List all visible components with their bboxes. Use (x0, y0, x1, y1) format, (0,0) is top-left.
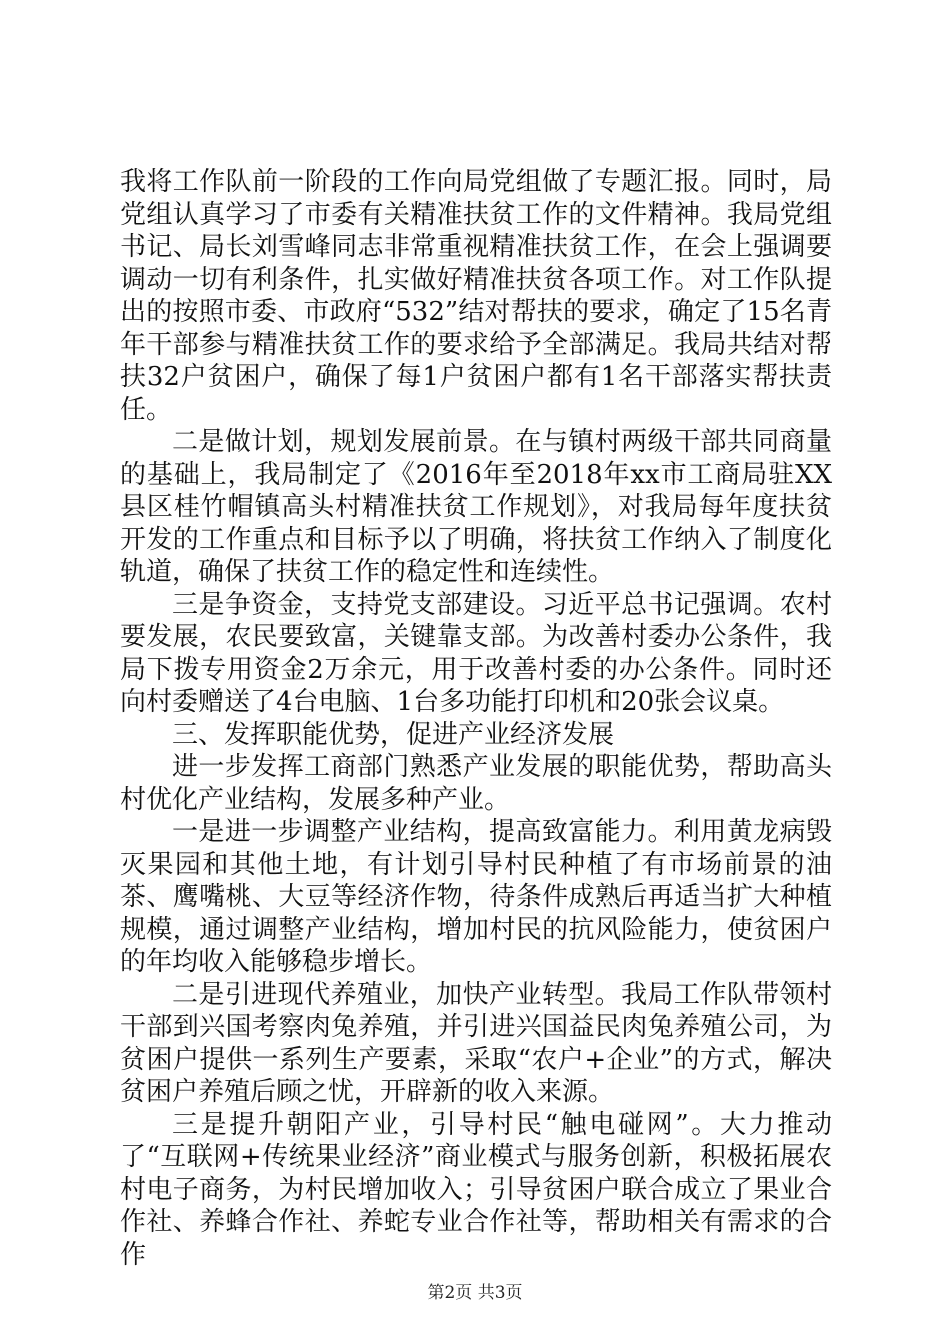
paragraph: 二是做计划，规划发展前景。在与镇村两级干部共同商量的基础上，我局制定了《2016年至2018年xx市工商局驻XX县区桂竹帽镇高头村精准扶贫工作规划》，对我局每年度扶贫开发的工作重点和目标予以了明确，将扶贫工作纳入了制度化轨道，确保了扶贫工作的稳定性和连续性。 (120, 427, 832, 587)
paragraph: 三是提升朝阳产业，引导村民“触电碰网”。大力推动了“互联网+传统果业经济”商业模式与服务创新，积极拓展农村电子商务，为村民增加收入；引导贫困户联合成立了果业合作社、养蜂合作社、养蛇专业合作社等，帮助相关有需求的合作 (120, 1109, 832, 1270)
paragraph: 二是引进现代养殖业，加快产业转型。我局工作队带领村干部到兴国考察肉兔养殖，并引进兴国益民肉兔养殖公司，为贫困户提供一系列生产要素，采取“农户+企业”的方式，解决贫困户养殖后顾之忧，开辟新的收入来源。 (120, 979, 832, 1107)
paragraph: 一是进一步调整产业结构，提高致富能力。利用黄龙病毁灭果园和其他土地，有计划引导村民种植了有市场前景的油茶、鹰嘴桃、大豆等经济作物，待条件成熟后再适当扩大种植规模，通过调整产业结构，增加村民的抗风险能力，使贫困户的年均收入能够稳步增长。 (120, 817, 832, 977)
document-body (120, 166, 832, 1271)
page-number-footer: 第2页 共3页 (427, 1283, 523, 1303)
paragraph: 进一步发挥工商部门熟悉产业发展的职能优势，帮助高头村优化产业结构，发展多种产业。 (120, 752, 832, 815)
section-heading: 三、发挥职能优势，促进产业经济发展 (172, 719, 615, 750)
paragraph: 我将工作队前一阶段的工作向局党组做了专题汇报。同时，局党组认真学习了市委有关精准扶贫工作的文件精神。我局党组书记、局长刘雪峰同志非常重视精准扶贫工作，在会上强调要调动一切有利条件，扎实做好精准扶贫各项工作。对工作队提出的按照市委、市政府“532”结对帮扶的要求，确定了15名青年干部参与精准扶贫工作的要求给予全部满足。我局共结对帮扶32户贫困户，确保了每1户贫困户都有1名干部落实帮扶责任。 (120, 167, 832, 425)
paragraph: 三是争资金，支持党支部建设。习近平总书记强调。农村要发展，农民要致富，关键靠支部。为改善村委办公条件，我局下拨专用资金2万余元，用于改善村委的办公条件。同时还向村委赠送了4台电脑、1台多功能打印机和20张会议桌。 (120, 589, 832, 717)
